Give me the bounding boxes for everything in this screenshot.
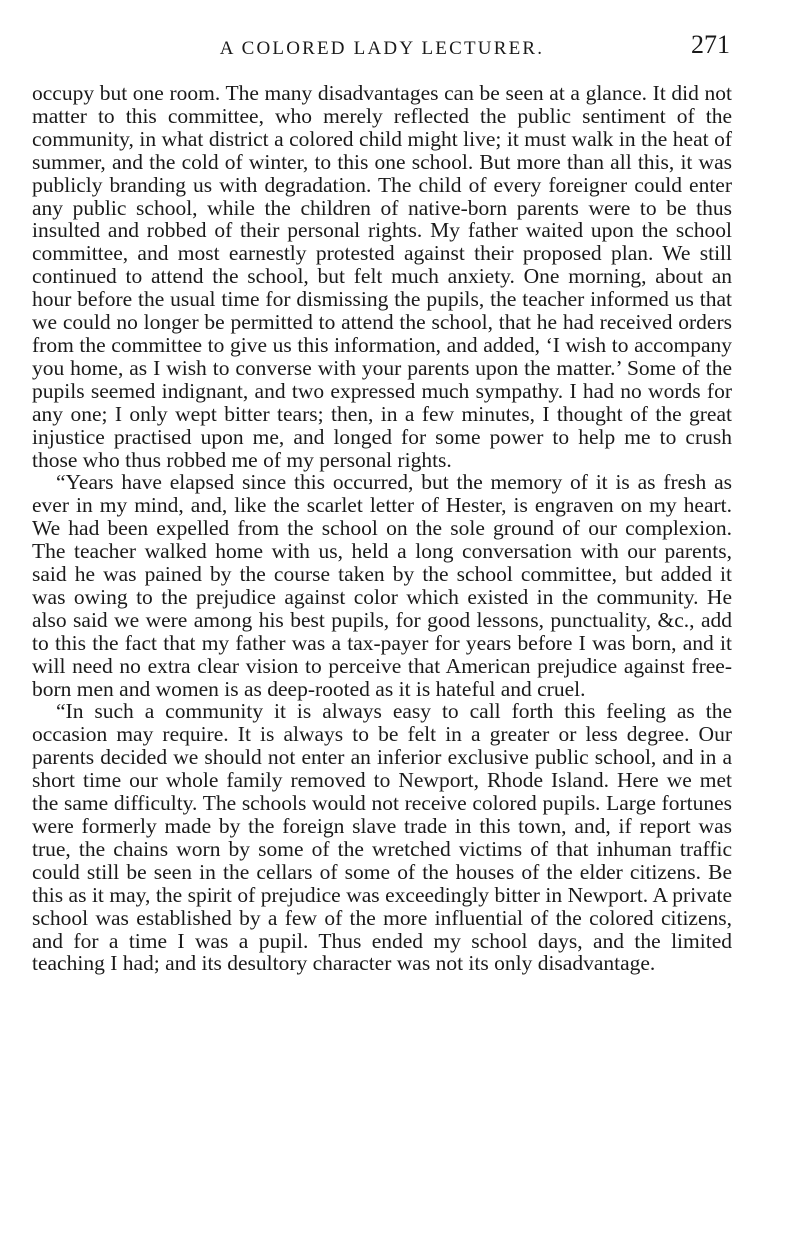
page-number: 271	[691, 30, 730, 59]
book-page	[32, 30, 732, 975]
paragraph: occupy but one room. The many disadvantages can be seen at a glance. It did not matter to this committee, who merely reflected the public sentiment of the community, in what district a colored child might live; it must walk in the heat of summer, and the cold of winter, to this one school. But more than all this, it was publicly branding us with degradation. The child of every foreigner could enter any public school, while the children of native-born parents were to be thus insulted and robbed of their personal rights. My father waited upon the school committee, and most earnestly protested against their proposed plan. We still continued to attend the school, but felt much anxiety. One morning, about an hour before the usual time for dismissing the pupils, the teacher informed us that we could no longer be permitted to attend the school, that he had received orders from the committee to give us this information, and added, ‘I wish to accompany you home, as I wish to converse with your parents upon the matter.’ Some of the pupils seemed indignant, and two expressed much sympathy. I had no words for any one; I only wept bitter tears; then, in a few minutes, I thought of the great injustice practised upon me, and longed for some power to help me to crush those who thus robbed me of my personal rights.	[32, 81, 732, 472]
paragraph: “Years have elapsed since this occurred, but the memory of it is as fresh as ever in my mind, and, like the scarlet letter of Hester, is engraven on my heart. We had been expelled from the school on the sole ground of our complexion. The teacher walked home with us, held a long conversation with our parents, said he was pained by the course taken by the school committee, but added it was owing to the prejudice against color which existed in the community. He also said we were among his best pupils, for good lessons, punctuality, &c., add to this the fact that my father was a tax-payer for years before I was born, and it will need no extra clear vision to perceive that American prejudice against free-born men and women is as deep-rooted as it is hateful and cruel.	[32, 470, 732, 701]
running-head-title: A COLORED LADY LECTURER.	[219, 38, 545, 59]
running-head	[32, 30, 732, 82]
body-text	[32, 82, 732, 975]
paragraph: “In such a community it is always easy to call forth this feeling as the occasion may require. It is always to be felt in a greater or less degree. Our parents decided we should not enter an inferior exclusive public school, and in a short time our whole family removed to Newport, Rhode Island. Here we met the same difficulty. The schools would not receive colored pupils. Large fortunes were formerly made by the foreign slave trade in this town, and, if report was true, the chains worn by some of the wretched victims of that inhuman traffic could still be seen in the cellars of some of the houses of the elder citizens. Be this as it may, the spirit of prejudice was exceedingly bitter in Newport. A private school was established by a few of the more influential of the colored citizens, and for a time I was a pupil. Thus ended my school days, and the limited teaching I had; and its desultory character was not its only disadvantage.	[32, 699, 732, 976]
